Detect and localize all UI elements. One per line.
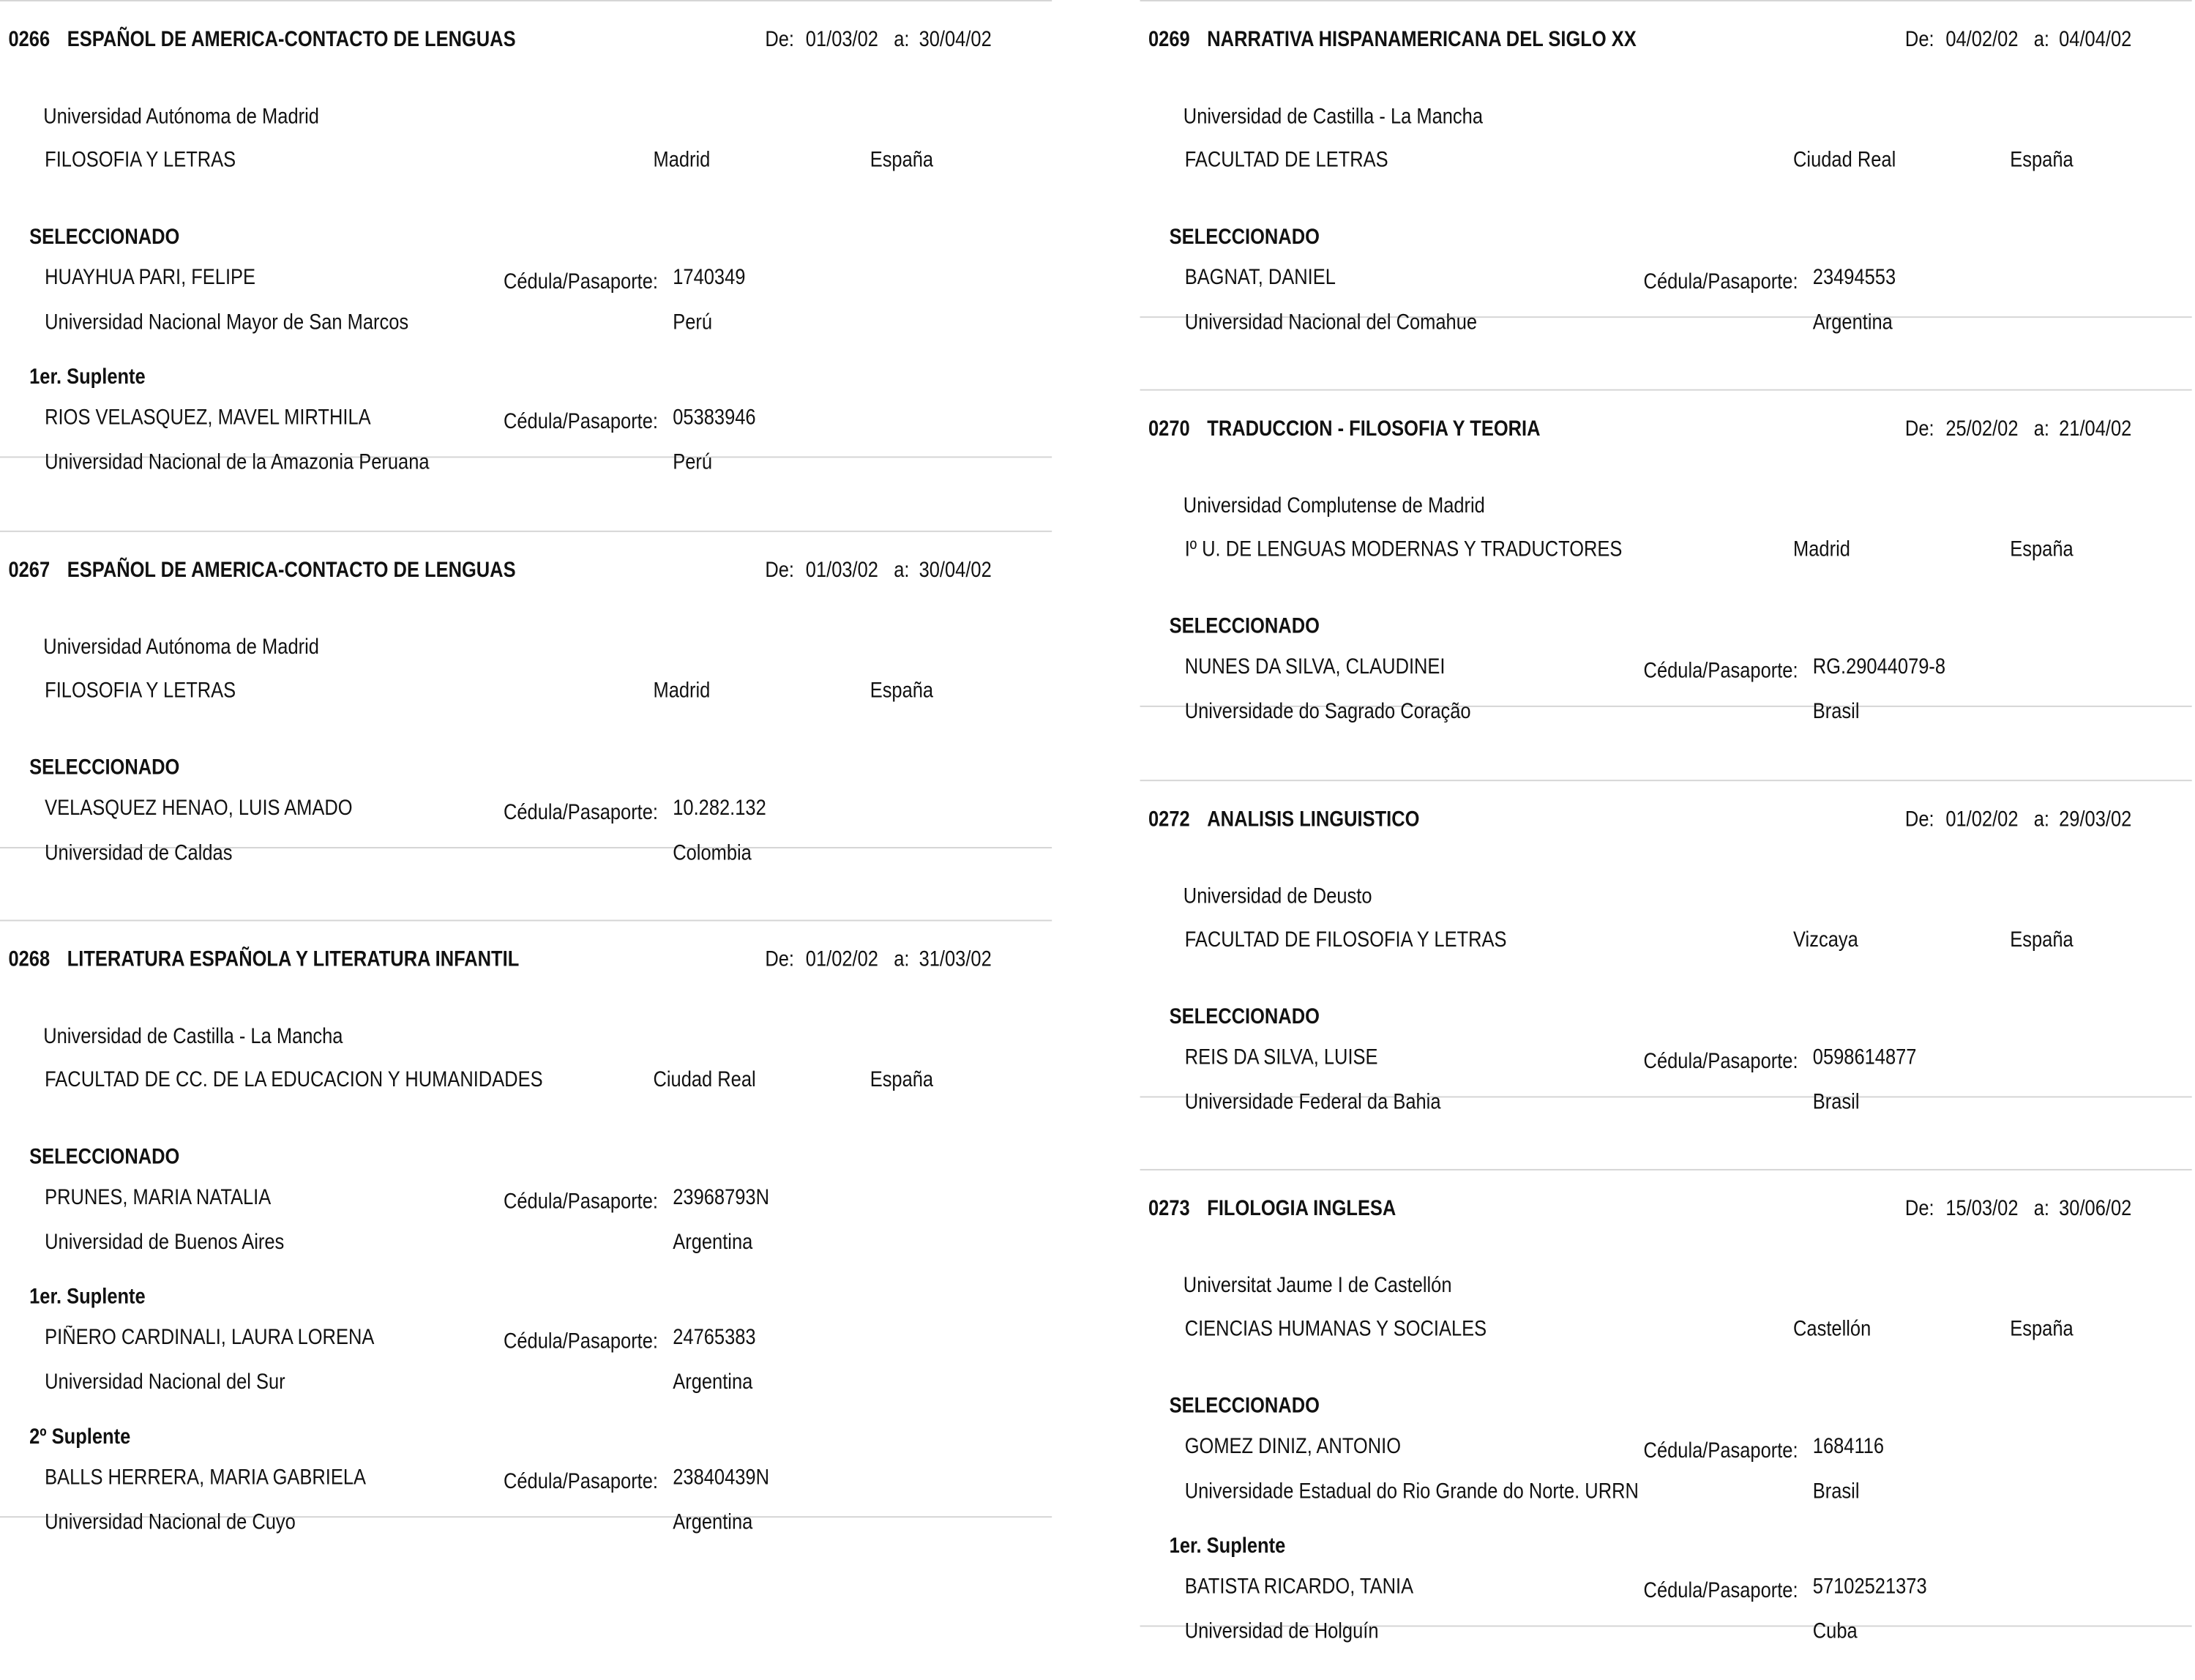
course-code: 0268	[8, 947, 51, 972]
candidate-country: Colombia	[673, 841, 752, 865]
course-block	[0, 531, 1052, 865]
id-label: Cédula/Pasaporte:	[503, 1190, 659, 1214]
start-date: 01/03/02	[805, 28, 878, 52]
university-name: Universidad de Castilla - La Mancha	[43, 1024, 343, 1049]
start-date: 01/02/02	[1945, 807, 2019, 832]
candidate-name: HUAYHUA PARI, FELIPE	[45, 266, 256, 290]
id-number: 23968793N	[673, 1185, 770, 1210]
from-label: De:	[765, 947, 795, 972]
candidate-country: Cuba	[1812, 1619, 1858, 1644]
candidate-institution: Universidad Nacional del Sur	[45, 1370, 285, 1395]
candidate-name: NUNES DA SILVA, CLAUDINEI	[1184, 655, 1446, 679]
faculty-name: FACULTAD DE CC. DE LA EDUCACION Y HUMANIDADES	[45, 1068, 543, 1092]
candidate-country: Argentina	[673, 1231, 753, 1255]
country: España	[2010, 927, 2074, 952]
university-name: Universidad Autónoma de Madrid	[43, 635, 319, 660]
city: Madrid	[1793, 537, 1850, 561]
university-name: Universidad de Castilla - La Mancha	[1183, 105, 1484, 129]
candidate-role: SELECCIONADO	[1169, 225, 1320, 250]
section-divider	[0, 920, 1052, 922]
city: Ciudad Real	[653, 1068, 756, 1092]
candidate-name: GOMEZ DINIZ, ANTONIO	[1184, 1435, 1402, 1459]
id-number: 05383946	[673, 406, 756, 430]
course-code: 0270	[1148, 417, 1190, 441]
to-label: a:	[2033, 1197, 2050, 1221]
id-label: Cédula/Pasaporte:	[1643, 270, 1798, 294]
course-title: ESPAÑOL DE AMERICA-CONTACTO DE LENGUAS	[67, 559, 516, 583]
end-date: 21/04/02	[2059, 417, 2132, 441]
id-label: Cédula/Pasaporte:	[503, 270, 659, 294]
candidate-name: RIOS VELASQUEZ, MAVEL MIRTHILA	[45, 406, 371, 430]
to-label: a:	[2033, 807, 2050, 832]
faculty-name: CIENCIAS HUMANAS Y SOCIALES	[1184, 1317, 1487, 1342]
course-block	[0, 920, 1052, 1535]
university-name: Universidad Autónoma de Madrid	[43, 105, 319, 129]
from-label: De:	[1904, 417, 1934, 441]
id-number: 10.282.132	[673, 796, 766, 821]
candidate-role: SELECCIONADO	[1169, 1394, 1320, 1419]
id-label: Cédula/Pasaporte:	[1643, 659, 1798, 684]
candidate-institution: Universidad de Buenos Aires	[45, 1231, 285, 1255]
city: Madrid	[653, 679, 711, 703]
to-label: a:	[2033, 28, 2050, 52]
university-name: Universidad Complutense de Madrid	[1183, 494, 1485, 518]
candidate-role: SELECCIONADO	[29, 225, 180, 250]
candidate-country: Brasil	[1812, 1090, 1860, 1115]
id-label: Cédula/Pasaporte:	[503, 1329, 659, 1354]
course-title: NARRATIVA HISPANAMERICANA DEL SIGLO XX	[1207, 28, 1637, 52]
start-date: 04/02/02	[1945, 28, 2019, 52]
id-label: Cédula/Pasaporte:	[1643, 1050, 1798, 1074]
start-date: 01/02/02	[805, 947, 878, 972]
course-block	[0, 0, 1052, 475]
course-code: 0273	[1148, 1197, 1190, 1221]
faculty-name: Iº U. DE LENGUAS MODERNAS Y TRADUCTORES	[1184, 537, 1623, 561]
to-label: a:	[894, 947, 910, 972]
id-number: 57102521373	[1812, 1575, 1927, 1599]
section-divider	[0, 0, 1052, 1]
id-number: 23494553	[1812, 266, 1896, 290]
course-title: ANALISIS LINGUISTICO	[1207, 807, 1420, 832]
candidate-role: SELECCIONADO	[29, 755, 180, 780]
candidate-name: BATISTA RICARDO, TANIA	[1184, 1575, 1414, 1599]
country: España	[870, 1068, 934, 1092]
faculty-name: FILOSOFIA Y LETRAS	[45, 679, 236, 703]
university-name: Universitat Jaume I de Castellón	[1183, 1274, 1452, 1298]
candidate-institution: Universidade do Sagrado Coração	[1184, 700, 1471, 724]
section-divider	[1140, 780, 2192, 781]
end-date: 31/03/02	[919, 947, 992, 972]
to-label: a:	[894, 559, 910, 583]
course-block	[1140, 0, 2192, 335]
section-divider	[0, 531, 1052, 532]
city: Ciudad Real	[1793, 148, 1896, 173]
candidate-institution: Universidad Nacional del Comahue	[1184, 310, 1478, 335]
city: Vizcaya	[1793, 927, 1858, 952]
course-code: 0269	[1148, 28, 1190, 52]
section-divider	[1140, 389, 2192, 391]
course-title: FILOLOGIA INGLESA	[1207, 1197, 1396, 1221]
candidate-name: PRUNES, MARIA NATALIA	[45, 1185, 272, 1210]
end-date: 30/06/02	[2059, 1197, 2132, 1221]
candidate-institution: Universidade Federal da Bahia	[1184, 1090, 1441, 1115]
candidate-name: BALLS HERRERA, MARIA GABRIELA	[45, 1466, 367, 1490]
university-name: Universidad de Deusto	[1183, 884, 1372, 909]
faculty-name: FACULTAD DE FILOSOFIA Y LETRAS	[1184, 927, 1507, 952]
candidate-institution: Universidad de Holguín	[1184, 1619, 1379, 1644]
start-date: 25/02/02	[1945, 417, 2019, 441]
candidate-role: SELECCIONADO	[1169, 614, 1320, 639]
end-date: 29/03/02	[2059, 807, 2132, 832]
course-title: LITERATURA ESPAÑOLA Y LITERATURA INFANTIL	[67, 947, 520, 972]
start-date: 15/03/02	[1945, 1197, 2019, 1221]
course-code: 0266	[8, 28, 51, 52]
country: España	[2010, 148, 2074, 173]
candidate-country: Perú	[673, 450, 713, 475]
country: España	[2010, 537, 2074, 561]
to-label: a:	[894, 28, 910, 52]
id-label: Cédula/Pasaporte:	[1643, 1579, 1798, 1603]
end-date: 30/04/02	[919, 559, 992, 583]
id-number: 24765383	[673, 1326, 756, 1350]
from-label: De:	[1904, 1197, 1934, 1221]
id-number: 1740349	[673, 266, 746, 290]
candidate-country: Perú	[673, 310, 713, 335]
from-label: De:	[1904, 28, 1934, 52]
id-label: Cédula/Pasaporte:	[503, 1470, 659, 1494]
candidate-role: SELECCIONADO	[29, 1145, 180, 1169]
country: España	[870, 148, 934, 173]
faculty-name: FACULTAD DE LETRAS	[1184, 148, 1388, 173]
candidate-name: PIÑERO CARDINALI, LAURA LORENA	[45, 1326, 375, 1350]
candidate-name: VELASQUEZ HENAO, LUIS AMADO	[45, 796, 353, 821]
to-label: a:	[2033, 417, 2050, 441]
city: Madrid	[653, 148, 711, 173]
id-label: Cédula/Pasaporte:	[503, 410, 659, 434]
city: Castellón	[1793, 1317, 1871, 1342]
id-number: 0598614877	[1812, 1045, 1917, 1070]
candidate-name: BAGNAT, DANIEL	[1184, 266, 1336, 290]
course-title: TRADUCCION - FILOSOFIA Y TEORIA	[1207, 417, 1541, 441]
candidate-country: Argentina	[673, 1510, 753, 1535]
course-block	[1140, 1169, 2192, 1644]
course-code: 0267	[8, 559, 51, 583]
candidate-country: Brasil	[1812, 700, 1860, 724]
candidate-country: Brasil	[1812, 1479, 1860, 1504]
course-title: ESPAÑOL DE AMERICA-CONTACTO DE LENGUAS	[67, 28, 516, 52]
candidate-institution: Universidad Nacional Mayor de San Marcos	[45, 310, 409, 335]
course-block	[1140, 780, 2192, 1115]
candidate-role: 1er. Suplente	[29, 365, 146, 389]
section-divider	[1140, 1169, 2192, 1171]
candidate-role: 1er. Suplente	[1169, 1534, 1286, 1558]
faculty-name: FILOSOFIA Y LETRAS	[45, 148, 236, 173]
start-date: 01/03/02	[805, 559, 878, 583]
candidate-institution: Universidad Nacional de la Amazonia Peruana	[45, 450, 430, 475]
course-code: 0272	[1148, 807, 1190, 832]
section-divider	[1140, 0, 2192, 1]
id-label: Cédula/Pasaporte:	[503, 800, 659, 825]
id-label: Cédula/Pasaporte:	[1643, 1439, 1798, 1463]
id-number: RG.29044079-8	[1812, 655, 1946, 679]
country: España	[870, 679, 934, 703]
id-number: 23840439N	[673, 1466, 770, 1490]
from-label: De:	[765, 28, 795, 52]
course-block	[1140, 389, 2192, 724]
candidate-institution: Universidad Nacional de Cuyo	[45, 1510, 296, 1535]
id-number: 1684116	[1812, 1435, 1885, 1459]
country: España	[2010, 1317, 2074, 1342]
candidate-role: SELECCIONADO	[1169, 1005, 1320, 1029]
candidate-role: 2º Suplente	[29, 1425, 131, 1449]
candidate-name: REIS DA SILVA, LUISE	[1184, 1045, 1378, 1070]
candidate-role: 1er. Suplente	[29, 1285, 146, 1310]
end-date: 30/04/02	[919, 28, 992, 52]
candidate-country: Argentina	[1812, 310, 1893, 335]
from-label: De:	[765, 559, 795, 583]
from-label: De:	[1904, 807, 1934, 832]
candidate-institution: Universidade Estadual do Rio Grande do Norte. URRN	[1184, 1479, 1639, 1504]
candidate-country: Argentina	[673, 1370, 753, 1395]
end-date: 04/04/02	[2059, 28, 2132, 52]
candidate-institution: Universidad de Caldas	[45, 841, 233, 865]
